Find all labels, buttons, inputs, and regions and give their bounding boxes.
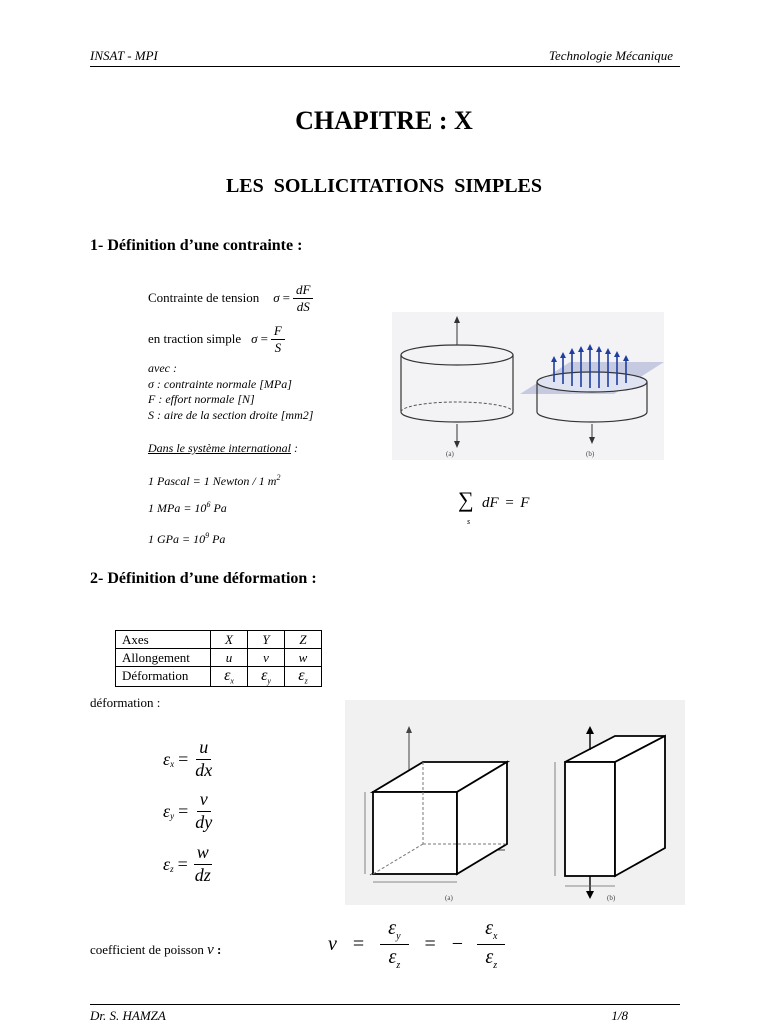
- sum-symbol: ∑: [458, 487, 474, 512]
- avec-label: avec :: [148, 361, 177, 375]
- poisson-equation: ν = $\frac{\varepsilon_y}{\varepsilon_z}$ = − $\frac{\varepsilon_x}{\varepsilon_z}$: [328, 916, 505, 972]
- unit-pascal: 1 Pascal = 1 Newton / 1 $m^2$: [148, 473, 281, 488]
- strain-z-formula: ε $_z$ = $\frac{w}{dz}$: [163, 842, 211, 885]
- unit-gpa: 1 GPa = $10^9$ Pa: [148, 531, 226, 546]
- poisson-label: coefficient de poisson ν :: [90, 942, 222, 958]
- cylinder-figure: [392, 312, 664, 460]
- dF-over-dS: $\frac{dF}{dS}$: [293, 282, 313, 314]
- strain-y-formula: ε $_y$ = $\frac{v}{dy}$: [163, 789, 213, 832]
- header-left: INSAT - MPI: [90, 48, 158, 63]
- def-F: F : effort normale [N]: [148, 392, 255, 406]
- fig2-label-b: (b): [607, 894, 616, 902]
- tension-formula: Contrainte de tension σ = $\frac{dF}{dS}$: [148, 282, 313, 314]
- axes-table: [115, 630, 322, 687]
- header-rule: [90, 66, 680, 67]
- sum-subscript: s: [467, 517, 471, 526]
- table-row: Axes X Y Z: [116, 631, 322, 649]
- page-number: 1/8: [611, 1008, 628, 1023]
- sigma-symbol: σ: [273, 290, 280, 306]
- section2-heading: 2- Définition d’une déformation :: [90, 570, 317, 587]
- table-row: Déformation $\varepsilon_x$ $\varepsilon_y$ $\varepsilon_z$: [116, 667, 322, 687]
- fig2-label-a: (a): [445, 894, 453, 902]
- page-subtitle: LES SOLLICITATIONS SIMPLES: [225, 175, 543, 197]
- sum-expression: dF = F: [482, 495, 530, 511]
- cube-drawing: [345, 700, 685, 905]
- si-heading: Dans le système international :: [148, 441, 298, 455]
- footer-author: Dr. S. HAMZA: [90, 1008, 166, 1023]
- table-row: Allongement u v w: [116, 649, 322, 667]
- F-over-S: $\frac{F}{S}$: [271, 323, 285, 355]
- fig1-label-b: (b): [586, 450, 595, 458]
- def-S: S : aire de la section droite [mm2]: [148, 408, 314, 422]
- section1-heading: 1- Définition d’une contrainte :: [90, 237, 303, 254]
- header-right: Technologie Mécanique: [548, 48, 673, 63]
- tension-label: Contrainte de tension: [148, 290, 260, 306]
- traction-label: en traction simple: [148, 331, 242, 347]
- cylinder-drawing: [392, 312, 664, 460]
- deformation-label: déformation :: [90, 695, 161, 710]
- fig1-label-a: (a): [446, 450, 454, 458]
- traction-formula: en traction simple σ = $\frac{F}{S}$: [148, 323, 285, 355]
- strain-x-formula: ε $_x$ = $\frac{u}{dx}$: [163, 737, 213, 780]
- footer-rule: [90, 1004, 680, 1005]
- def-sigma: σ : contrainte normale [MPa]: [148, 377, 292, 391]
- cube-figure: [345, 700, 685, 905]
- unit-mpa: 1 MPa = $10^6$ Pa: [148, 500, 227, 515]
- chapter-title: CHAPITRE : X: [295, 106, 473, 135]
